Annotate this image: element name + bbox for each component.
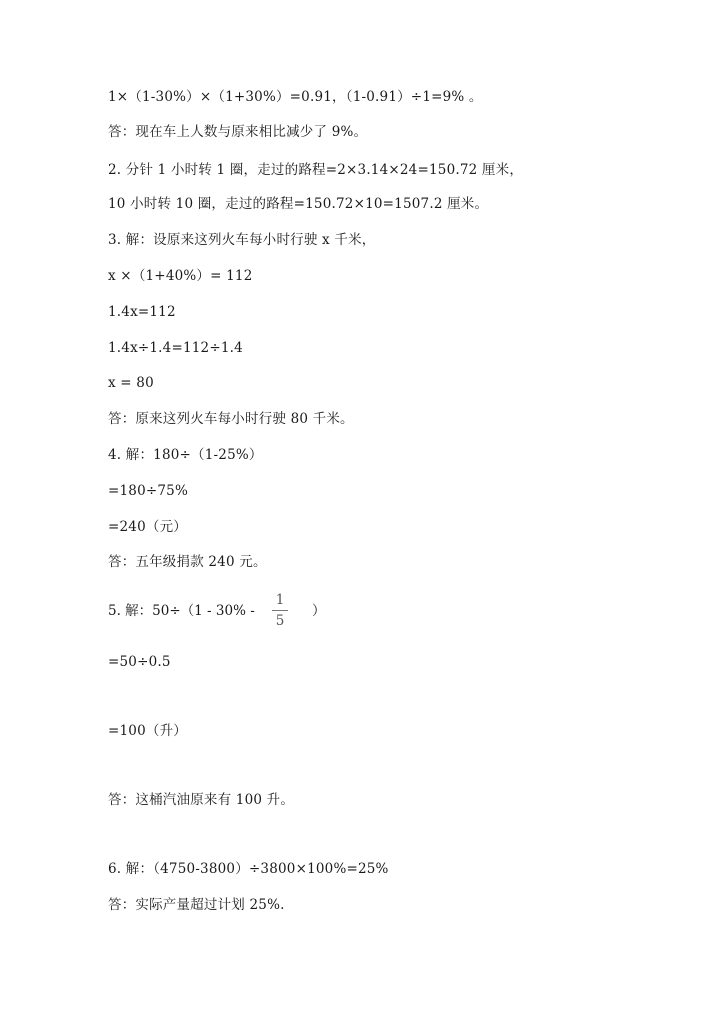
answer-line: 答：这桶汽油原来有 100 升。 [108, 792, 295, 808]
solution-line: 4. 解：180÷（1-25%） [108, 447, 263, 463]
solution-line: 10 小时转 10 圈，走过的路程=150.72×10=1507.2 厘米。 [108, 196, 489, 212]
equation-line: =240（元） [108, 519, 187, 535]
equation-line: =50÷0.5 [108, 654, 171, 670]
fraction-denominator: 5 [275, 613, 285, 629]
equation-line: x = 80 [108, 375, 154, 391]
fraction-bar [272, 610, 288, 611]
fraction-numerator: 1 [275, 592, 285, 608]
solution-line: 6. 解：（4750-3800）÷3800×100%=25% [108, 861, 389, 877]
answer-line: 答：原来这列火车每小时行驶 80 千米。 [108, 411, 354, 427]
problem5-suffix: ） [312, 603, 326, 619]
fraction [272, 592, 288, 629]
solution-line: 3. 解：设原来这列火车每小时行驶 x 千米， [108, 232, 376, 248]
answer-line: 答：五年级捐款 240 元。 [108, 554, 267, 570]
solution-line: 1×（1-30%）×（1+30%）=0.91，（1-0.91）÷1=9% 。 [108, 89, 483, 105]
problem5-prefix: 5. 解：50÷（1 - 30% - [108, 603, 255, 619]
equation-line: =100（升） [108, 723, 187, 739]
answer-line: 答：实际产量超过计划 25%. [108, 897, 285, 913]
equation-line: 1.4x=112 [108, 304, 176, 320]
answer-line: 答：现在车上人数与原来相比减少了 9%。 [108, 124, 368, 140]
solution-line: 2. 分针 1 小时转 1 圈，走过的路程=2×3.14×24=150.72 厘米， [108, 162, 524, 178]
equation-line: =180÷75% [108, 483, 188, 499]
equation-line: x ×（1+40%）= 112 [108, 268, 253, 284]
equation-line: 1.4x÷1.4=112÷1.4 [108, 340, 243, 356]
